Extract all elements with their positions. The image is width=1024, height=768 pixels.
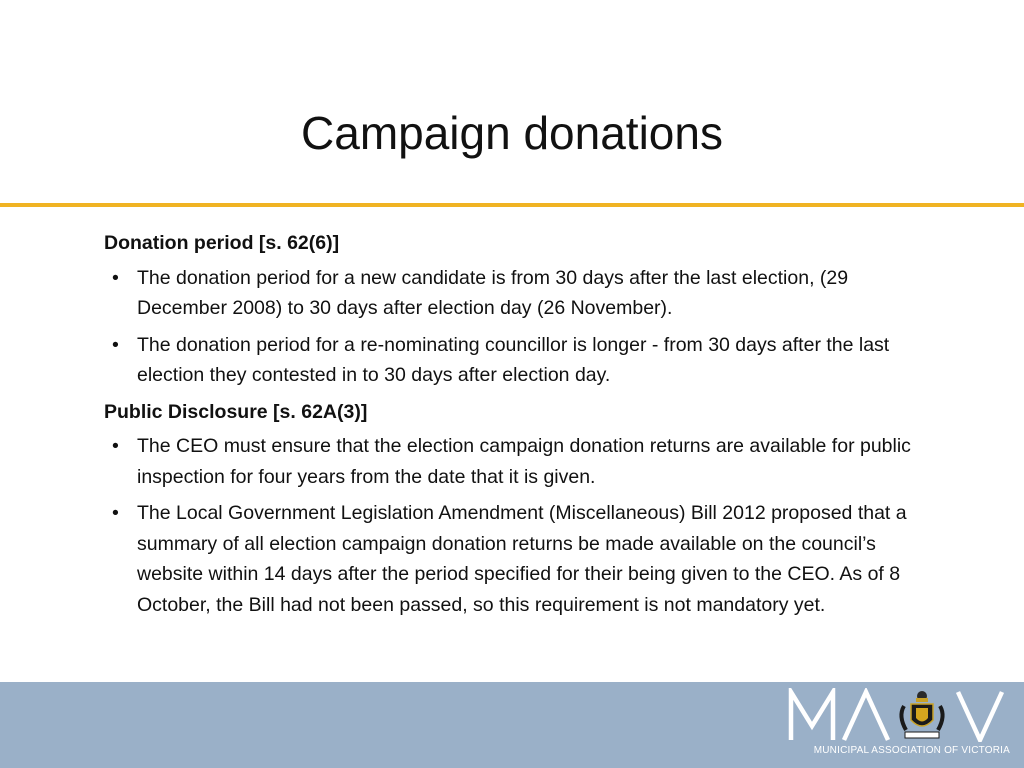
list-item: [104, 498, 934, 620]
slide-content: [104, 228, 934, 626]
bullet-glyph: •: [112, 333, 119, 356]
section-heading-public-disclosure: Public Disclosure [s. 62A(3)]: [104, 400, 368, 423]
mav-logo-letters: [788, 688, 1006, 742]
slide-title: Campaign donations: [301, 107, 723, 159]
bullet-glyph: •: [112, 266, 119, 289]
logo-caption: MUNICIPAL ASSOCIATION OF VICTORIA: [813, 745, 1010, 756]
list-item-text: The CEO must ensure that the election campaign donation returns are available for public inspection for four years from the date that it is given.: [137, 435, 911, 488]
list-item-text: The donation period for a new candidate is from 30 days after the last election, (29 December 2008) to 30 days after election day (26 November).: [137, 266, 849, 319]
bullet-glyph: •: [112, 502, 119, 524]
title-divider: [0, 203, 1024, 207]
footer-band: [0, 682, 1024, 768]
list-item-text: The donation period for a re-nominating councillor is longer - from 30 days after the last election they contested in to 30 days after election day.: [137, 333, 890, 386]
list-item: [104, 263, 934, 324]
list-item: [104, 330, 934, 391]
list-item-text: The Local Government Legislation Amendment (Miscellaneous) Bill 2012 proposed that a summary of all election campaign donation returns be made available on the council’s website within 14 days after the period specified for their being given to the CEO. As of 8 October, the Bill had not been passed, so this requirement is not mandatory yet.: [137, 502, 907, 616]
coat-of-arms-icon: [901, 691, 942, 738]
section-heading-donation-period: Donation period [s. 62(6)]: [104, 232, 340, 254]
list-item: [104, 431, 934, 492]
public-disclosure-list: [104, 431, 934, 620]
bullet-glyph: •: [112, 435, 119, 457]
donation-period-list: [104, 263, 934, 391]
mav-logo: [788, 688, 1010, 764]
